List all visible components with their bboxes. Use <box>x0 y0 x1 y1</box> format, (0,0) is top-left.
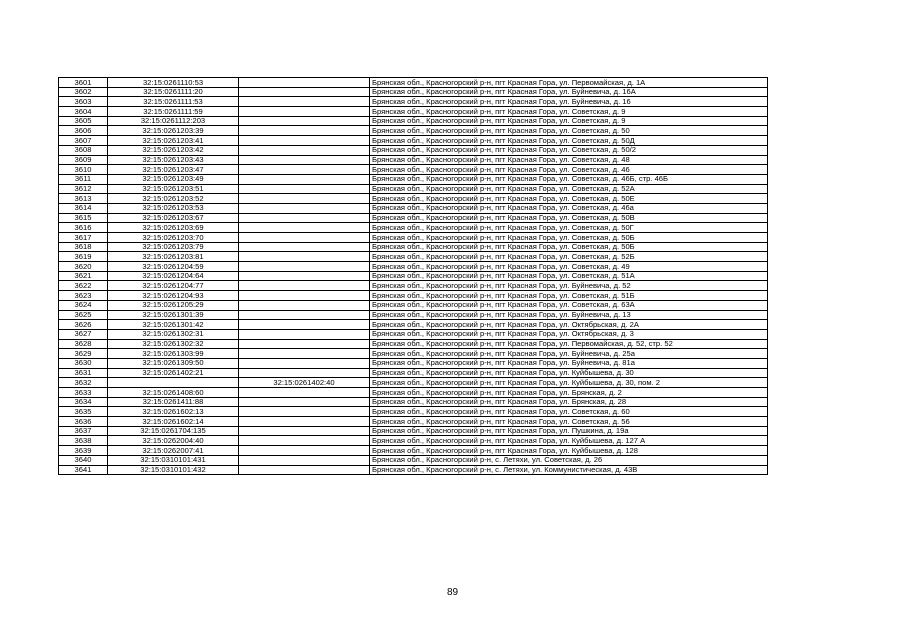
cadastral-number-cell: 32:15:0261602:13 <box>108 407 239 417</box>
row-number-cell: 3623 <box>59 291 108 301</box>
address-cell: Брянская обл., Красногорский р-н, пгт Красная Гора, ул. Советская, д. 51А <box>370 271 768 281</box>
cadastral-number-cell: 32:15:0261203:49 <box>108 174 239 184</box>
table-row <box>59 426 768 436</box>
premises-cadastral-number-cell <box>239 87 370 97</box>
row-number-cell: 3604 <box>59 107 108 117</box>
cadastral-number-cell: 32:15:0261203:53 <box>108 203 239 213</box>
row-number-cell: 3638 <box>59 436 108 446</box>
premises-cadastral-number-cell <box>239 407 370 417</box>
cadastral-number-cell: 32:15:0261203:69 <box>108 223 239 233</box>
row-number-cell: 3614 <box>59 203 108 213</box>
row-number-cell: 3610 <box>59 165 108 175</box>
address-cell: Брянская обл., Красногорский р-н, пгт Красная Гора, ул. Советская, д. 50/2 <box>370 145 768 155</box>
row-number-cell: 3628 <box>59 339 108 349</box>
cadastral-number-cell: 32:15:0261204:59 <box>108 262 239 272</box>
row-number-cell: 3632 <box>59 378 108 388</box>
cadastral-number-cell: 32:15:0261301:39 <box>108 310 239 320</box>
premises-cadastral-number-cell <box>239 213 370 223</box>
cadastral-number-cell: 32:15:0261302:32 <box>108 339 239 349</box>
cadastral-number-cell: 32:15:0261309:50 <box>108 358 239 368</box>
address-cell: Брянская обл., Красногорский р-н, пгт Красная Гора, ул. Советская, д. 50Г <box>370 223 768 233</box>
row-number-cell: 3630 <box>59 358 108 368</box>
row-number-cell: 3603 <box>59 97 108 107</box>
row-number-cell: 3613 <box>59 194 108 204</box>
address-cell: Брянская обл., Красногорский р-н, пгт Красная Гора, ул. Советская, д. 50Б <box>370 233 768 243</box>
address-cell: Брянская обл., Красногорский р-н, пгт Красная Гора, ул. Брянская, д. 28 <box>370 397 768 407</box>
table-row <box>59 174 768 184</box>
table-row <box>59 223 768 233</box>
address-cell: Брянская обл., Красногорский р-н, пгт Красная Гора, ул. Октябрьская, д. 2А <box>370 320 768 330</box>
table-row <box>59 310 768 320</box>
table-row <box>59 300 768 310</box>
premises-cadastral-number-cell <box>239 97 370 107</box>
row-number-cell: 3637 <box>59 426 108 436</box>
row-number-cell: 3619 <box>59 252 108 262</box>
row-number-cell: 3618 <box>59 242 108 252</box>
table-row <box>59 388 768 398</box>
premises-cadastral-number-cell <box>239 446 370 456</box>
address-cell: Брянская обл., Красногорский р-н, пгт Красная Гора, ул. Буйневича, д. 81а <box>370 358 768 368</box>
cadastral-number-cell: 32:15:0262004:40 <box>108 436 239 446</box>
premises-cadastral-number-cell <box>239 310 370 320</box>
row-number-cell: 3631 <box>59 368 108 378</box>
row-number-cell: 3615 <box>59 213 108 223</box>
cadastral-number-cell: 32:15:0261204:64 <box>108 271 239 281</box>
premises-cadastral-number-cell <box>239 136 370 146</box>
table-row <box>59 242 768 252</box>
address-cell: Брянская обл., Красногорский р-н, пгт Красная Гора, ул. Советская, д. 63А <box>370 300 768 310</box>
row-number-cell: 3635 <box>59 407 108 417</box>
row-number-cell: 3621 <box>59 271 108 281</box>
premises-cadastral-number-cell <box>239 271 370 281</box>
cadastral-number-cell: 32:15:0261301:42 <box>108 320 239 330</box>
address-cell: Брянская обл., Красногорский р-н, пгт Красная Гора, ул. Советская, д. 52Б <box>370 252 768 262</box>
address-cell: Брянская обл., Красногорский р-н, пгт Красная Гора, ул. Пушкина, д. 19а <box>370 426 768 436</box>
address-cell: Брянская обл., Красногорский р-н, пгт Красная Гора, ул. Советская, д. 46а <box>370 203 768 213</box>
cadastral-number-cell: 32:15:0261602:14 <box>108 417 239 427</box>
cadastral-number-cell: 32:15:0261203:41 <box>108 136 239 146</box>
table-row <box>59 78 768 88</box>
address-cell: Брянская обл., Красногорский р-н, с. Летяхи, ул. Коммунистическая, д. 43В <box>370 465 768 475</box>
row-number-cell: 3602 <box>59 87 108 97</box>
cadastral-number-cell: 32:15:0261203:39 <box>108 126 239 136</box>
premises-cadastral-number-cell <box>239 349 370 359</box>
row-number-cell: 3634 <box>59 397 108 407</box>
table-row <box>59 262 768 272</box>
cadastral-number-cell: 32:15:0261204:93 <box>108 291 239 301</box>
row-number-cell: 3607 <box>59 136 108 146</box>
table-row <box>59 339 768 349</box>
table-row <box>59 465 768 475</box>
premises-cadastral-number-cell <box>239 465 370 475</box>
premises-cadastral-number-cell <box>239 436 370 446</box>
table-row <box>59 107 768 117</box>
row-number-cell: 3625 <box>59 310 108 320</box>
row-number-cell: 3633 <box>59 388 108 398</box>
premises-cadastral-number-cell <box>239 107 370 117</box>
table-row <box>59 436 768 446</box>
table-row <box>59 368 768 378</box>
table-row <box>59 165 768 175</box>
premises-cadastral-number-cell <box>239 194 370 204</box>
row-number-cell: 3641 <box>59 465 108 475</box>
premises-cadastral-number-cell <box>239 358 370 368</box>
table-row <box>59 213 768 223</box>
premises-cadastral-number-cell <box>239 78 370 88</box>
cadastral-number-cell: 32:15:0261204:77 <box>108 281 239 291</box>
address-cell: Брянская обл., Красногорский р-н, пгт Красная Гора, ул. Буйневича, д. 16А <box>370 87 768 97</box>
premises-cadastral-number-cell <box>239 281 370 291</box>
premises-cadastral-number-cell <box>239 388 370 398</box>
row-number-cell: 3609 <box>59 155 108 165</box>
address-cell: Брянская обл., Красногорский р-н, пгт Красная Гора, ул. Советская, д. 50В <box>370 213 768 223</box>
cadastral-number-cell: 32:15:0261110:53 <box>108 78 239 88</box>
cadastral-number-cell: 32:15:0261411:88 <box>108 397 239 407</box>
row-number-cell: 3617 <box>59 233 108 243</box>
table-row <box>59 417 768 427</box>
table-row <box>59 329 768 339</box>
cadastral-number-cell: 32:15:0261408:60 <box>108 388 239 398</box>
row-number-cell: 3606 <box>59 126 108 136</box>
row-number-cell: 3629 <box>59 349 108 359</box>
table-row <box>59 97 768 107</box>
address-cell: Брянская обл., Красногорский р-н, пгт Красная Гора, ул. Советская, д. 46 <box>370 165 768 175</box>
address-cell: Брянская обл., Красногорский р-н, пгт Красная Гора, ул. Советская, д. 60 <box>370 407 768 417</box>
address-cell: Брянская обл., Красногорский р-н, пгт Красная Гора, ул. Брянская, д. 2 <box>370 388 768 398</box>
cadastral-number-cell: 32:15:0261203:67 <box>108 213 239 223</box>
table-row <box>59 407 768 417</box>
premises-cadastral-number-cell <box>239 165 370 175</box>
address-cell: Брянская обл., Красногорский р-н, пгт Красная Гора, ул. Первомайская, д. 1А <box>370 78 768 88</box>
table-row <box>59 358 768 368</box>
premises-cadastral-number-cell <box>239 339 370 349</box>
address-cell: Брянская обл., Красногорский р-н, пгт Красная Гора, ул. Первомайская, д. 52, стр. 52 <box>370 339 768 349</box>
table-row <box>59 184 768 194</box>
cadastral-number-cell: 32:15:0261203:42 <box>108 145 239 155</box>
cadastral-number-cell: 32:15:0261203:47 <box>108 165 239 175</box>
cadastral-number-cell: 32:15:0261402:21 <box>108 368 239 378</box>
cadastral-number-cell: 32:15:0261302:31 <box>108 329 239 339</box>
row-number-cell: 3627 <box>59 329 108 339</box>
cadastral-number-cell: 32:15:0261203:79 <box>108 242 239 252</box>
address-cell: Брянская обл., Красногорский р-н, пгт Красная Гора, ул. Советская, д. 50Е <box>370 194 768 204</box>
address-cell: Брянская обл., Красногорский р-н, пгт Красная Гора, ул. Буйневича, д. 13 <box>370 310 768 320</box>
cadastral-number-cell: 32:15:0261203:52 <box>108 194 239 204</box>
premises-cadastral-number-cell <box>239 174 370 184</box>
table-row <box>59 455 768 465</box>
premises-cadastral-number-cell <box>239 329 370 339</box>
address-cell: Брянская обл., Красногорский р-н, пгт Красная Гора, ул. Советская, д. 56 <box>370 417 768 427</box>
table-row <box>59 291 768 301</box>
address-cell: Брянская обл., Красногорский р-н, пгт Красная Гора, ул. Советская, д. 52А <box>370 184 768 194</box>
row-number-cell: 3611 <box>59 174 108 184</box>
cadastral-number-cell: 32:15:0310101:431 <box>108 455 239 465</box>
premises-cadastral-number-cell <box>239 184 370 194</box>
row-number-cell: 3640 <box>59 455 108 465</box>
cadastral-number-cell: 32:15:0261111:53 <box>108 97 239 107</box>
row-number-cell: 3616 <box>59 223 108 233</box>
property-register-table <box>58 77 768 475</box>
address-cell: Брянская обл., Красногорский р-н, пгт Красная Гора, ул. Куйбышева, д. 30 <box>370 368 768 378</box>
cadastral-number-cell: 32:15:0261205:29 <box>108 300 239 310</box>
cadastral-number-cell: 32:15:0261203:43 <box>108 155 239 165</box>
cadastral-number-cell: 32:15:0261111:20 <box>108 87 239 97</box>
row-number-cell: 3636 <box>59 417 108 427</box>
address-cell: Брянская обл., Красногорский р-н, пгт Красная Гора, ул. Советская, д. 50 <box>370 126 768 136</box>
cadastral-number-cell <box>108 378 239 388</box>
row-number-cell: 3620 <box>59 262 108 272</box>
table-row <box>59 145 768 155</box>
cadastral-number-cell: 32:15:0261112:203 <box>108 116 239 126</box>
address-cell: Брянская обл., Красногорский р-н, пгт Красная Гора, ул. Буйневича, д. 52 <box>370 281 768 291</box>
address-cell: Брянская обл., Красногорский р-н, пгт Красная Гора, ул. Советская, д. 50Д <box>370 136 768 146</box>
premises-cadastral-number-cell <box>239 426 370 436</box>
table-row <box>59 271 768 281</box>
address-cell: Брянская обл., Красногорский р-н, пгт Красная Гора, ул. Советская, д. 48 <box>370 155 768 165</box>
table-row <box>59 349 768 359</box>
row-number-cell: 3605 <box>59 116 108 126</box>
table-row <box>59 155 768 165</box>
table-row <box>59 397 768 407</box>
premises-cadastral-number-cell <box>239 145 370 155</box>
cadastral-number-cell: 32:15:0261203:70 <box>108 233 239 243</box>
premises-cadastral-number-cell <box>239 155 370 165</box>
premises-cadastral-number-cell <box>239 223 370 233</box>
premises-cadastral-number-cell <box>239 262 370 272</box>
address-cell: Брянская обл., Красногорский р-н, пгт Красная Гора, ул. Советская, д. 49 <box>370 262 768 272</box>
page-number: 89 <box>446 587 459 598</box>
table-row <box>59 233 768 243</box>
premises-cadastral-number-cell <box>239 320 370 330</box>
table-row <box>59 126 768 136</box>
row-number-cell: 3601 <box>59 78 108 88</box>
table-row <box>59 116 768 126</box>
premises-cadastral-number-cell <box>239 116 370 126</box>
premises-cadastral-number-cell <box>239 300 370 310</box>
premises-cadastral-number-cell <box>239 252 370 262</box>
row-number-cell: 3612 <box>59 184 108 194</box>
premises-cadastral-number-cell <box>239 203 370 213</box>
premises-cadastral-number-cell <box>239 126 370 136</box>
address-cell: Брянская обл., Красногорский р-н, пгт Красная Гора, ул. Буйневича, д. 16 <box>370 97 768 107</box>
address-cell: Брянская обл., Красногорский р-н, пгт Красная Гора, ул. Буйневича, д. 25а <box>370 349 768 359</box>
address-cell: Брянская обл., Красногорский р-н, пгт Красная Гора, ул. Куйбышева, д. 30, пом. 2 <box>370 378 768 388</box>
address-cell: Брянская обл., Красногорский р-н, с. Летяхи, ул. Советская, д. 26 <box>370 455 768 465</box>
premises-cadastral-number-cell <box>239 242 370 252</box>
table-row <box>59 320 768 330</box>
address-cell: Брянская обл., Красногорский р-н, пгт Красная Гора, ул. Советская, д. 51Б <box>370 291 768 301</box>
row-number-cell: 3624 <box>59 300 108 310</box>
table-body <box>59 78 768 475</box>
cadastral-number-cell: 32:15:0261303:99 <box>108 349 239 359</box>
premises-cadastral-number-cell <box>239 368 370 378</box>
cadastral-number-cell: 32:15:0261704:135 <box>108 426 239 436</box>
table-row <box>59 281 768 291</box>
premises-cadastral-number-cell <box>239 291 370 301</box>
address-cell: Брянская обл., Красногорский р-н, пгт Красная Гора, ул. Куйбышева, д. 127 А <box>370 436 768 446</box>
table-row <box>59 87 768 97</box>
table-row <box>59 136 768 146</box>
premises-cadastral-number-cell <box>239 233 370 243</box>
premises-cadastral-number-cell: 32:15:0261402:40 <box>239 378 370 388</box>
row-number-cell: 3626 <box>59 320 108 330</box>
address-cell: Брянская обл., Красногорский р-н, пгт Красная Гора, ул. Куйбышева, д. 128 <box>370 446 768 456</box>
table-row <box>59 194 768 204</box>
premises-cadastral-number-cell <box>239 417 370 427</box>
address-cell: Брянская обл., Красногорский р-н, пгт Красная Гора, ул. Советская, д. 50Б <box>370 242 768 252</box>
table-row <box>59 203 768 213</box>
address-cell: Брянская обл., Красногорский р-н, пгт Красная Гора, ул. Советская, д. 46Б, стр. 46Б <box>370 174 768 184</box>
premises-cadastral-number-cell <box>239 397 370 407</box>
cadastral-number-cell: 32:15:0310101:432 <box>108 465 239 475</box>
row-number-cell: 3622 <box>59 281 108 291</box>
premises-cadastral-number-cell <box>239 455 370 465</box>
table-row <box>59 378 768 388</box>
table-row <box>59 446 768 456</box>
row-number-cell: 3639 <box>59 446 108 456</box>
cadastral-number-cell: 32:15:0261203:81 <box>108 252 239 262</box>
cadastral-number-cell: 32:15:0262007:41 <box>108 446 239 456</box>
cadastral-number-cell: 32:15:0261111:59 <box>108 107 239 117</box>
address-cell: Брянская обл., Красногорский р-н, пгт Красная Гора, ул. Октябрьская, д. 3 <box>370 329 768 339</box>
address-cell: Брянская обл., Красногорский р-н, пгт Красная Гора, ул. Советская, д. 9 <box>370 116 768 126</box>
cadastral-number-cell: 32:15:0261203:51 <box>108 184 239 194</box>
row-number-cell: 3608 <box>59 145 108 155</box>
table-row <box>59 252 768 262</box>
address-cell: Брянская обл., Красногорский р-н, пгт Красная Гора, ул. Советская, д. 9 <box>370 107 768 117</box>
